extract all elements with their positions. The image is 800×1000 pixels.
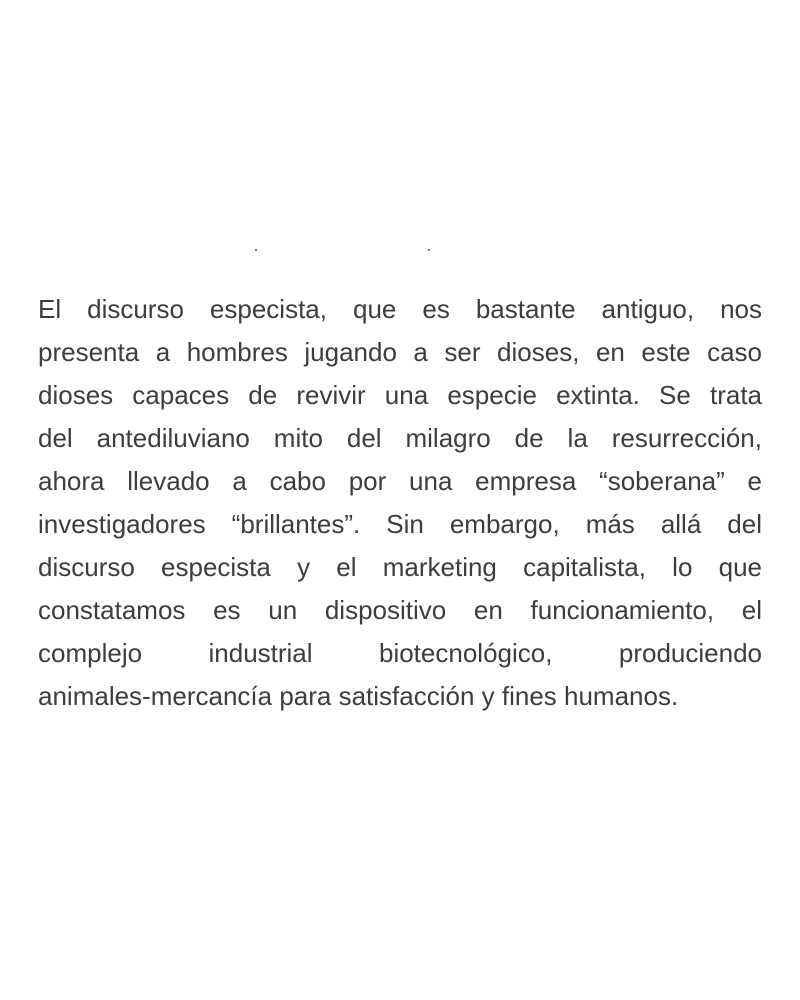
- body-paragraph: [38, 288, 762, 718]
- paragraph-line: ahora llevado a cabo por una empresa “soberana” e: [38, 466, 762, 496]
- paragraph-line: El discurso especista, que es bastante antiguo, nos: [38, 294, 762, 324]
- paragraph-line: animales-mercancía para satisfacción y fines humanos.: [38, 681, 679, 711]
- paragraph-line: discurso especista y el marketing capitalista, lo que: [38, 552, 762, 582]
- paragraph-line: investigadores “brillantes”. Sin embargo, más allá del: [38, 509, 762, 539]
- scan-speck: [255, 249, 257, 251]
- scan-speck: [428, 249, 430, 251]
- paragraph-line: constatamos es un dispositivo en funcionamiento, el: [38, 595, 762, 625]
- paragraph-line: complejo industrial biotecnológico, produciendo: [38, 638, 762, 668]
- paragraph-line: del antediluviano mito del milagro de la resurrección,: [38, 423, 762, 453]
- paragraph-line: dioses capaces de revivir una especie extinta. Se trata: [38, 380, 762, 410]
- paragraph-line: presenta a hombres jugando a ser dioses, en este caso: [38, 337, 762, 367]
